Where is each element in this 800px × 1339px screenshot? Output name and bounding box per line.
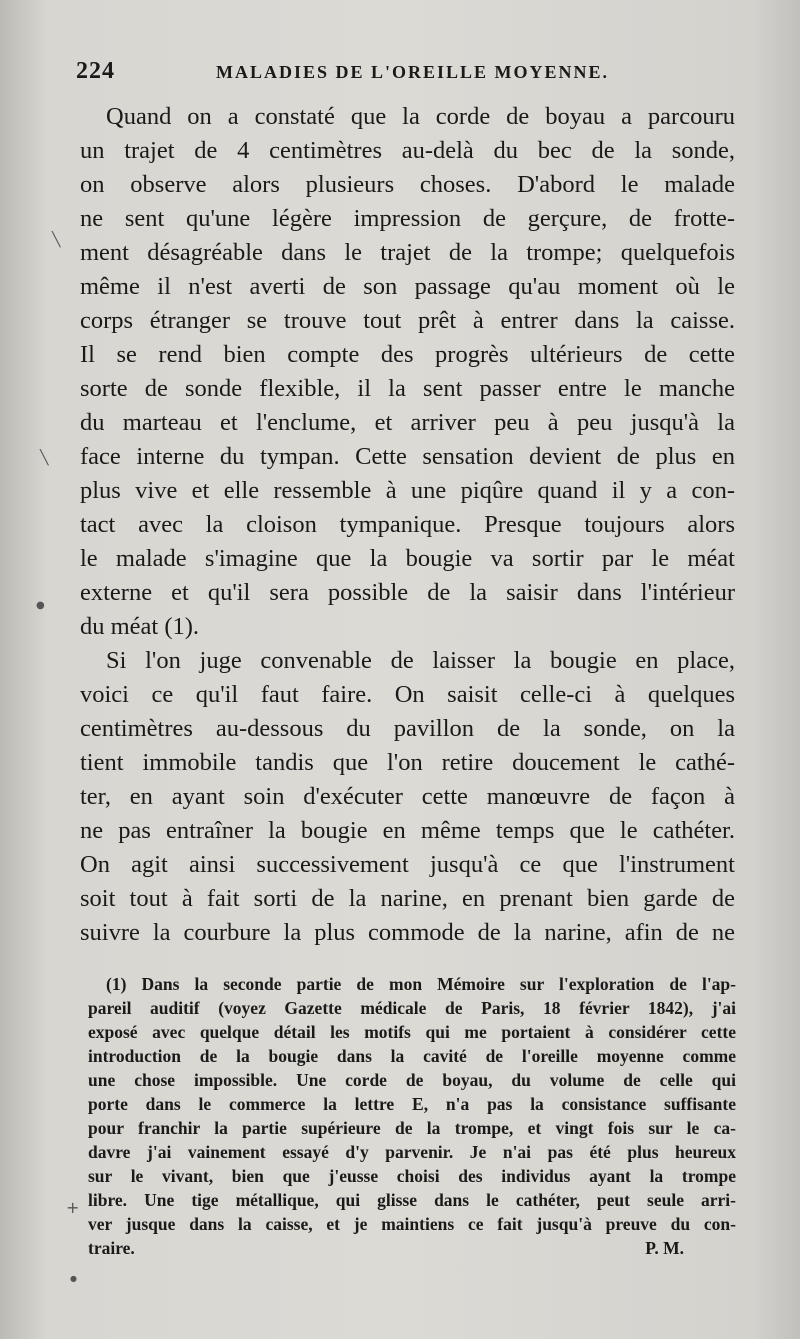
text-line: un trajet de 4 centimètres au-delà du bec de la sonde, [80,137,735,164]
footnote-line: introduction de la bougie dans la cavité de l'oreille moyenne comme [88,1046,736,1066]
footnote-line: porte dans le commerce la lettre E, n'a pas la consistance suffisante [88,1094,736,1114]
text-line: soit tout à fait sorti de la narine, en prenant bien garde de [80,885,735,912]
text-line: le malade s'imagine que la bougie va sortir par le méat [80,545,735,572]
margin-mark: ● [36,600,45,611]
footnote-line: davre j'ai vainement essayé d'y parvenir. Je n'ai pas été plus heureux [88,1142,736,1162]
text-line: ne sent qu'une légère impression de gerçure, de frotte- [80,205,735,232]
text-line: ment désagréable dans le trajet de la trompe; quelquefois [80,239,735,266]
footnote-line: traire. [88,1238,135,1258]
text-line: corps étranger se trouve tout prêt à entrer dans la caisse. [80,307,735,334]
text-line: On agit ainsi successivement jusqu'à ce que l'instrument [80,851,735,878]
text-line: même il n'est averti de son passage qu'au moment où le [80,273,735,300]
margin-mark: ╲ [40,450,49,466]
main-text [80,100,735,950]
footnote [88,972,736,1260]
text-line: ne pas entraîner la bougie en même temps que le cathéter. [80,817,735,844]
text-line: Il se rend bien compte des progrès ultérieurs de cette [80,341,735,368]
text-line: externe et qu'il sera possible de la saisir dans l'intérieur [80,579,735,606]
text-line: face interne du tympan. Cette sensation devient de plus en [80,443,735,470]
text-line: Quand on a constaté que la corde de boyau a parcouru [106,103,735,130]
running-head: MALADIES DE L'OREILLE MOYENNE. [216,62,610,82]
text-line: voici ce qu'il faut faire. On saisit celle-ci à quelques [80,681,735,708]
text-line: tact avec la cloison tympanique. Presque toujours alors [80,511,735,538]
text-line: tient immobile tandis que l'on retire doucement le cathé- [80,749,735,776]
footnote-line: (1) Dans la seconde partie de mon Mémoire sur l'exploration de l'ap- [106,974,736,994]
footnote-line: une chose impossible. Une corde de boyau, du volume de celle qui [88,1070,736,1090]
text-line: plus vive et elle ressemble à une piqûre quand il y a con- [80,477,735,504]
footnote-signature: P. M. [645,1238,684,1258]
margin-mark: ╲ [52,232,61,248]
text-line: centimètres au-dessous du pavillon de la sonde, on la [80,715,735,742]
page-header [76,58,736,88]
footnote-line: libre. Une tige métallique, qui glisse dans le cathéter, peut seule arri- [88,1190,736,1210]
footnote-closing-line [88,1236,736,1260]
text-line: on observe alors plusieurs choses. D'abord le malade [80,171,735,198]
text-line: sorte de sonde flexible, il la sent passer entre le manche [80,375,735,402]
margin-mark: + [66,1198,80,1217]
text-line: du marteau et l'enclume, et arriver peu à peu jusqu'à la [80,409,735,436]
text-line: Si l'on juge convenable de laisser la bougie en place, [106,647,735,674]
footnote-line: ver jusque dans la caisse, et je maintiens ce fait jusqu'à preuve du con- [88,1214,736,1234]
margin-mark: ● [70,1274,77,1283]
text-line: ter, en ayant soin d'exécuter cette manœuvre de façon à [80,783,735,810]
page-number: 224 [76,58,115,84]
footnote-line: exposé avec quelque détail les motifs qui me portaient à considérer cette [88,1022,736,1042]
footnote-line: pour franchir la partie supérieure de la trompe, et vingt fois sur le ca- [88,1118,736,1138]
footnote-line: sur le vivant, bien que j'eusse choisi des individus ayant la trompe [88,1166,736,1186]
footnote-line: pareil auditif (voyez Gazette médicale de Paris, 18 février 1842), j'ai [88,998,736,1018]
text-line: du méat (1). [80,613,200,640]
text-line: suivre la courbure la plus commode de la narine, afin de ne [80,919,735,946]
